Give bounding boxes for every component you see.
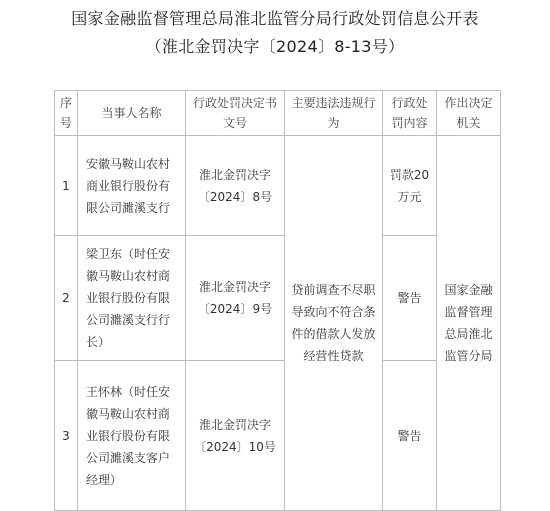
header-violation: 主要违法违规行为	[285, 91, 383, 136]
table-row	[55, 136, 501, 236]
row-penalty: 警告	[383, 361, 437, 511]
table-row	[55, 236, 501, 361]
header-penalty: 行政处罚内容	[383, 91, 437, 136]
title-line-2: （淮北金罚决字〔2024〕8-13号）	[145, 37, 405, 56]
row-no: 1	[55, 136, 78, 236]
row-decision-no: 淮北金罚决字〔2024〕8号	[186, 136, 285, 236]
title-line-1: 国家金融监督管理总局淮北监管分局行政处罚信息公开表	[71, 9, 479, 28]
header-party: 当事人名称	[78, 91, 186, 136]
row-decision-no: 淮北金罚决字〔2024〕10号	[186, 361, 285, 511]
header-no: 序号	[55, 91, 78, 136]
violation-cell: 贷前调查不尽职导致向不符合条件的借款人发放经营性贷款	[285, 136, 383, 511]
authority-cell: 国家金融监督管理总局淮北监管分局	[437, 136, 501, 511]
table-row	[55, 361, 501, 511]
row-decision-no: 淮北金罚决字〔2024〕9号	[186, 236, 285, 361]
row-party: 安徽马鞍山农村商业银行股份有限公司濉溪支行	[78, 136, 186, 236]
row-party: 梁卫东（时任安徽马鞍山农村商业银行股份有限公司濉溪支行行长）	[78, 236, 186, 361]
row-party: 王怀林（时任安徽马鞍山农村商业银行股份有限公司濉溪支客户经理）	[78, 361, 186, 511]
row-no: 3	[55, 361, 78, 511]
row-penalty: 罚款20万元	[383, 136, 437, 236]
row-penalty: 警告	[383, 236, 437, 361]
header-decision-no: 行政处罚决定书文号	[186, 91, 285, 136]
penalty-table	[54, 90, 501, 511]
row-no: 2	[55, 236, 78, 361]
header-authority: 作出决定机关	[437, 91, 501, 136]
table-header-row	[55, 91, 501, 136]
